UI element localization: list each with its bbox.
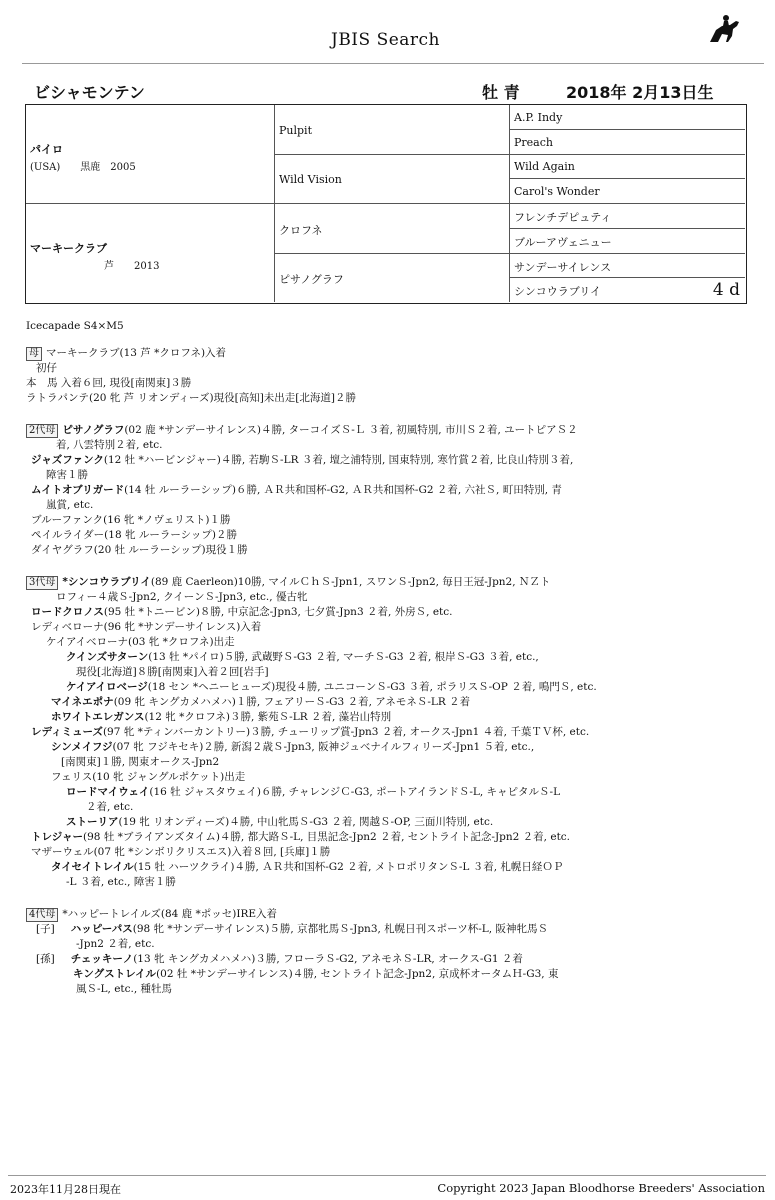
line-text: (15 牡 ハーツクライ)４勝, ＡＲ共和国杯-G2 ２着, メトロポリタンＳ-L ３着, 札幌日経ＯＰ <box>133 861 564 873</box>
pedigree-dam[interactable] <box>30 240 159 272</box>
pedigree-sire[interactable] <box>30 141 136 173</box>
line-text: マザーウェル(07 牝 *シンボリクリスエス)入着８回, [兵庫]１勝 <box>31 846 331 858</box>
horse-link[interactable]: チェッキーノ <box>70 953 134 965</box>
pedigree-g3-1[interactable]: A.P. Indy <box>514 111 563 124</box>
generation-tag: 4代母 <box>26 908 58 922</box>
line-text: (14 牡 ルーラーシップ)６勝, ＡＲ共和国杯-G2, ＡＲ共和国杯-G2 ２着, 六社Ｓ, 町田特別, 青 <box>124 484 562 496</box>
family-line <box>26 845 766 860</box>
family-line <box>26 453 766 468</box>
line-text: (09 牝 キングカメハメハ)１勝, フェアリーＳ-G3 ２着, アネモネＳ-LR ２着 <box>113 696 471 708</box>
family-line <box>26 543 766 558</box>
line-text: (02 牡 *サンデーサイレンス)４勝, セントライト記念-Jpn2, 京成杯オータムＨ-G3, 東 <box>156 968 559 980</box>
horse-sex-color: 牡 青 <box>482 83 520 102</box>
footer-date: 2023年11月28日現在 <box>10 1183 121 1196</box>
dam-name[interactable]: マーキークラブ <box>30 242 107 255</box>
horse-link[interactable]: シンメイフジ <box>51 741 113 753</box>
line-text: 着, 八雲特別２着, etc. <box>56 439 163 451</box>
pedigree-g2-2[interactable]: Wild Vision <box>279 173 342 186</box>
pedigree-g3-7[interactable]: サンデーサイレンス <box>514 261 612 274</box>
line-text: 嵐賞, etc. <box>46 499 94 511</box>
line-text: ケイアイベローナ(03 牝 *クロフネ)出走 <box>46 636 235 648</box>
family-line <box>26 815 766 830</box>
horse-link[interactable]: ケイアイロベージ <box>66 681 148 693</box>
pedigree-g3-3[interactable]: Wild Again <box>514 160 575 173</box>
horse-link[interactable]: ムイトオブリガード <box>31 484 125 496</box>
family-line <box>26 982 766 997</box>
family-line <box>26 483 766 498</box>
line-text: (12 牡 *ハービンジャー)４勝, 若駒Ｓ-LR ３着, 壇之浦特別, 国東特別, 寒竹賞２着, 比良山特別３着, <box>103 454 574 466</box>
line-text: (02 鹿 *サンデーサイレンス)４勝, ターコイズＳ-Ｌ ３着, 初風特別, 市川Ｓ２着, ユートピアＳ２ <box>124 424 578 436</box>
horse-link[interactable]: キングストレイル <box>73 968 157 980</box>
line-text: 風Ｓ-L, etc., 種牡馬 <box>76 983 173 995</box>
family-line <box>26 498 766 513</box>
family-line <box>26 620 766 635</box>
family-line <box>26 650 766 665</box>
family-line <box>26 665 766 680</box>
relation-prefix: [子] <box>36 923 55 935</box>
line-text: *ハッピートレイルズ(84 鹿 *ポッセ)IRE入着 <box>62 908 278 920</box>
pedigree-g3-8[interactable]: シンコウラブリイ <box>514 285 601 298</box>
horse-link[interactable]: ホワイトエレガンス <box>51 711 145 723</box>
family-line <box>26 513 766 528</box>
line-text: (95 牡 *トニービン)８勝, 中京記念-Jpn3, 七夕賞-Jpn3 ２着, 外房Ｓ, etc. <box>103 606 453 618</box>
line-text: ダイヤグラフ(20 牡 ルーラーシップ)現役１勝 <box>31 544 248 556</box>
horse-link[interactable]: マイネエポナ <box>51 696 114 708</box>
line-text: 現役[北海道]８勝[南関東]入着２回[岩手] <box>76 666 269 678</box>
line-text: 障害１勝 <box>46 469 88 481</box>
family-line <box>26 800 766 815</box>
family-line <box>26 528 766 543</box>
line-text: (89 鹿 Caerleon)10勝, マイルＣｈＳ-Jpn1, スワンＳ-Jpn2, 毎日王冠-Jpn2, ＮＺト <box>150 576 551 588</box>
horse-link[interactable]: ジャズファンク <box>31 454 104 466</box>
horse-link[interactable]: ロードクロノス <box>31 606 104 618</box>
family-line <box>26 967 766 982</box>
horse-link[interactable]: ハッピーパス <box>70 923 133 935</box>
pedigree-g3-4[interactable]: Carol's Wonder <box>514 185 600 198</box>
line-text: ブルーファンク(16 牝 *ノヴェリスト)１勝 <box>31 514 231 526</box>
line-text: (19 牝 リオンディーズ)４勝, 中山牝馬Ｓ-G3 ２着, 関越Ｓ-OP, 三面川特別, etc. <box>118 816 494 828</box>
section-gap <box>26 890 766 907</box>
line-text: レディベローナ(96 牝 *サンデーサイレンス)入着 <box>31 621 262 633</box>
footer-copyright: Copyright 2023 Japan Bloodhorse Breeders' Association <box>437 1181 765 1195</box>
line-text: 初仔 <box>36 362 57 374</box>
horse-rider-icon <box>706 12 746 44</box>
family-line <box>26 875 766 890</box>
family-line <box>26 710 766 725</box>
family-line <box>26 695 766 710</box>
family-line <box>26 635 766 650</box>
horse-link[interactable]: トレジャー <box>31 831 84 843</box>
family-line <box>26 770 766 785</box>
family-line <box>26 952 766 967</box>
line-text: (98 牡 *ブライアンズタイム)４勝, 都大路Ｓ-L, 目黒記念-Jpn2 ２着, セントライト記念-Jpn2 ２着, etc. <box>83 831 571 843</box>
family-line <box>26 740 766 755</box>
section-gap <box>26 558 766 575</box>
pedigree-table <box>25 104 747 304</box>
generation-tag: 3代母 <box>26 576 58 590</box>
family-line <box>26 907 766 922</box>
horse-link[interactable]: タイセイトレイル <box>51 861 134 873</box>
line-text: (97 牝 *ティンバーカントリー)３勝, チューリップ賞-Jpn3 ２着, オークス-Jpn1 ４着, 千葉ＴＶ杯, etc. <box>102 726 590 738</box>
line-text: (13 牝 キングカメハメハ)３勝, フローラＳ-G2, アネモネＳ-LR, オークス-G1 ２着 <box>133 953 523 965</box>
line-text: ペイルライダー(18 牝 ルーラーシップ)２勝 <box>31 529 237 541</box>
family-code: 4 d <box>712 280 740 300</box>
line-text: -L ３着, etc., 障害１勝 <box>66 876 176 888</box>
family-line <box>26 725 766 740</box>
line-text: -Jpn2 ２着, etc. <box>76 938 155 950</box>
horse-link[interactable]: *シンコウラブリイ <box>62 576 151 588</box>
family-line <box>26 346 766 361</box>
family-lines <box>26 346 766 997</box>
family-line <box>26 937 766 952</box>
line-text: (16 牡 ジャスタウェイ)６勝, チャレンジＣ-G3, ポートアイランドＳ-L, キャピタルＳ-L <box>149 786 561 798</box>
family-line <box>26 590 766 605</box>
line-text: (98 牝 *サンデーサイレンス)５勝, 京都牝馬Ｓ-Jpn3, 札幌日刊スポーツ杯-L, 阪神牝馬Ｓ <box>132 923 548 935</box>
generation-tag: 2代母 <box>26 424 58 438</box>
pedigree-g3-6[interactable]: ブルーアヴェニュー <box>514 236 612 249</box>
relation-prefix: [孫] <box>36 953 55 965</box>
line-text: [南関東]１勝, 関東オークス-Jpn2 <box>61 756 220 768</box>
pedigree-g2-1[interactable]: Pulpit <box>279 124 312 137</box>
family-line <box>26 376 766 391</box>
footer-divider <box>8 1175 766 1176</box>
family-line <box>26 438 766 453</box>
horse-link[interactable]: クインズサターン <box>66 651 149 663</box>
line-text: ラトラパンテ(20 牝 芦 リオンディーズ)現役[高知]未出走[北海道]２勝 <box>26 392 356 404</box>
inbreeding-note: Icecapade S4×M5 <box>26 320 124 332</box>
line-text: 本 馬 入着６回, 現役[南関東]３勝 <box>26 377 192 389</box>
family-line <box>26 605 766 620</box>
family-line <box>26 785 766 800</box>
sire-detail: (USA) 黒鹿 2005 <box>30 162 136 173</box>
horse-link[interactable]: レディミューズ <box>31 726 103 738</box>
line-text: ２着, etc. <box>86 801 134 813</box>
header-divider <box>22 63 764 64</box>
horse-birthdate: 2018年 2月13日生 <box>566 83 714 102</box>
line-text: フェリス(10 牝 ジャングルポケット)出走 <box>51 771 246 783</box>
family-line <box>26 922 766 937</box>
family-line <box>26 468 766 483</box>
horse-link[interactable]: ロードマイウェイ <box>66 786 150 798</box>
family-line <box>26 755 766 770</box>
pedigree-g3-2[interactable]: Preach <box>514 136 553 149</box>
family-line <box>26 391 766 406</box>
sire-name[interactable]: パイロ <box>30 143 63 156</box>
section-gap <box>26 406 766 423</box>
generation-tag: 母 <box>26 347 42 361</box>
family-line <box>26 575 766 590</box>
family-line <box>26 680 766 695</box>
line-text: (18 セン *ヘニーヒューズ)現役４勝, ユニコーンＳ-G3 ３着, ポラリスＳ-OP ２着, 鳴門Ｓ, etc. <box>147 681 597 693</box>
horse-link[interactable]: ピサノグラフ <box>62 424 125 436</box>
line-text: (07 牝 フジキセキ)２勝, 新潟２歳Ｓ-Jpn3, 阪神ジュベナイルフィリーズ-Jpn1 ５着, etc., <box>112 741 535 753</box>
logo-text: JBIS Search <box>331 30 441 50</box>
pedigree-g2-3[interactable]: クロフネ <box>279 224 323 237</box>
family-line <box>26 423 766 438</box>
dam-detail: 芦 2013 <box>104 261 160 272</box>
family-line <box>26 860 766 875</box>
line-text: (12 牝 *クロフネ)３勝, 紫苑Ｓ-LR ２着, 藻岩山特別 <box>144 711 392 723</box>
horse-link[interactable]: ストーリア <box>66 816 119 828</box>
line-text: マーキークラブ(13 芦 *クロフネ)入着 <box>46 347 227 359</box>
horse-name: ビシャモンテン <box>34 83 145 102</box>
family-line <box>26 361 766 376</box>
line-text: (13 牡 *パイロ)５勝, 武蔵野Ｓ-G3 ２着, マーチＳ-G3 ２着, 根岸Ｓ-G3 ３着, etc., <box>148 651 539 663</box>
line-text: ロフィー４歳Ｓ-Jpn2, クイーンＳ-Jpn3, etc., 優古牝 <box>56 591 308 603</box>
family-line <box>26 830 766 845</box>
pedigree-g3-5[interactable]: フレンチデピュティ <box>514 211 612 224</box>
pedigree-g2-4[interactable]: ピサノグラフ <box>279 273 344 286</box>
